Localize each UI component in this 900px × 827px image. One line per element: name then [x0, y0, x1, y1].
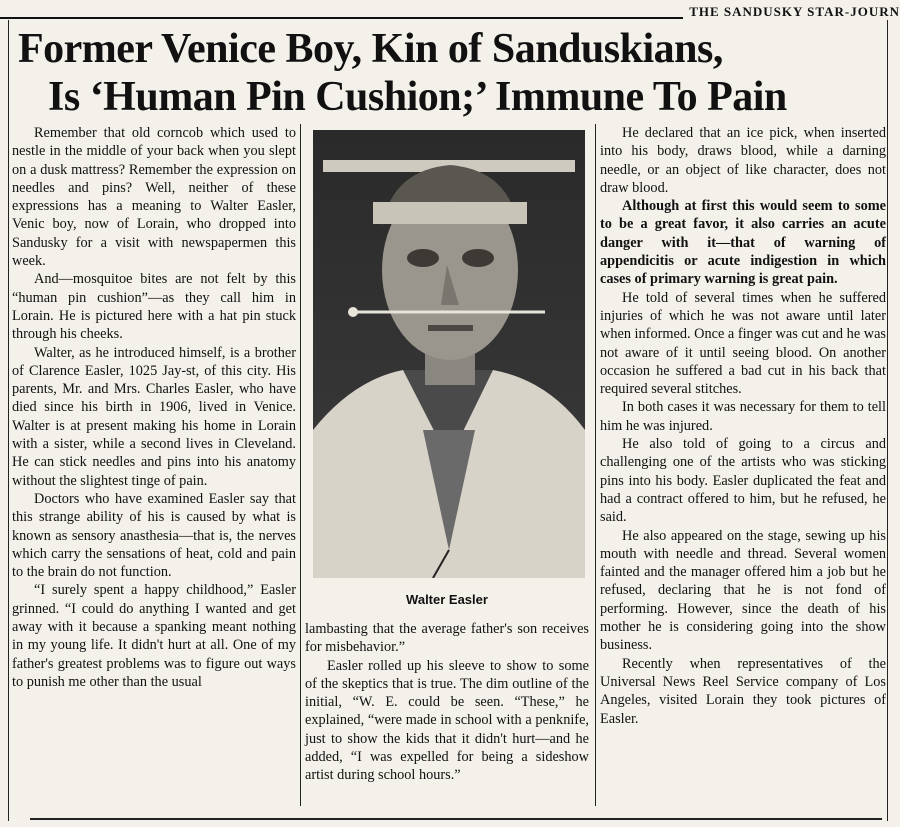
portrait-photo	[313, 130, 585, 578]
bottom-rule	[30, 818, 882, 820]
headline-line-2: Is ‘Human Pin Cushion;’ Immune To Pain	[48, 74, 787, 120]
paragraph: In both cases it was necessary for them to tell him he was injured.	[600, 399, 886, 434]
paragraph: “I surely spent a happy childhood,” Easler grinned. “I could do anything I wanted and get away with it because a spanking meant nothing in my young life. It didn't hurt at all. One of my father's greatest problems was to figure out ways to punish me other than the usual	[12, 582, 296, 690]
portrait-image	[313, 130, 585, 578]
paragraph: He also appeared on the stage, sewing up his mouth with needle and thread. Several women fainted and the manager offered him a job but he refused, declaring that he is not fond of performing. However, since the death of his mother he is considering going into the show business.	[600, 527, 886, 654]
column-divider	[595, 124, 596, 806]
paragraph: He also told of going to a circus and challenging one of the artists who was sticking pins into his body. Easler duplicated the feat and had a contract offered to him, but he refused, he said.	[600, 436, 886, 526]
left-border	[8, 20, 9, 821]
article-column-2	[305, 620, 589, 785]
paragraph: Walter, as he introduced himself, is a brother of Clarence Easler, 1025 Jay-st, of this city. His parents, Mr. and Mrs. Charles Easler, who have died since his birth in 1906, lived in Venice. Walter is at present making his home in Lorain with a sister, while a second lives in Cleveland. He can stick needles and pins into his anatomy without the slightest tinge of pain.	[12, 344, 296, 489]
right-border	[887, 20, 888, 821]
paragraph: Easler rolled up his sleeve to show to some of the skeptics that is true. The dim outline of the initial, “W. E. could be seen. “These,” he explained, “were made in school with a penknife, just to show the kids that it didn't hurt—and he added, “I was expelled for being a sideshow artist during school hours.”	[305, 657, 589, 784]
headline-line-1: Former Venice Boy, Kin of Sanduskians,	[18, 26, 723, 72]
article-column-3	[600, 124, 886, 728]
paragraph: Although at first this would seem to some to be a great favor, it also carries an acute danger with it—that of warning of appendicitis or acute indigestion in which cases of primary warning is great pain.	[600, 198, 886, 288]
masthead: THE SANDUSKY STAR-JOURN	[683, 4, 900, 20]
column-divider	[300, 124, 301, 806]
paragraph: Doctors who have examined Easler say that this strange ability of his is caused by what is known as sensory anasthesia—that is, the nerves which carry the sensations of heat, cold and pain to the brain do not function.	[12, 490, 296, 581]
paragraph: lambasting that the average father's son receives for misbehavior.”	[305, 621, 589, 656]
paragraph: He told of several times when he suffered injuries of which he was not aware until later when informed. Once a finger was cut and he was not aware of it until seeing blood. On another occasion he suffered a bad cut in his back that required several stitches.	[600, 289, 886, 398]
paragraph: He declared that an ice pick, when inserted into his body, draws blood, while a darning needle, or an object of like character, does not draw blood.	[600, 125, 886, 196]
article-column-1	[12, 124, 296, 691]
paragraph: Recently when representatives of the Universal News Reel Service company of Los Angeles, visited Lorain they took pictures of Easler.	[600, 655, 886, 727]
paragraph: Remember that old corncob which used to nestle in the middle of your back when you slept on a dusk mattress? Remember the expression on needles and pins? Well, neither of these expressions has a meaning to Walter Easler, Venic boy, now of Lorain, who dropped into Sandusky for a visit with newspapermen this week.	[12, 125, 296, 270]
photo-caption: Walter Easler	[406, 592, 488, 607]
paragraph: And—mosquitoe bites are not felt by this “human pin cushion”—as they call him in Lorain. He is pictured here with a hat pin stuck through his cheeks.	[12, 271, 296, 343]
